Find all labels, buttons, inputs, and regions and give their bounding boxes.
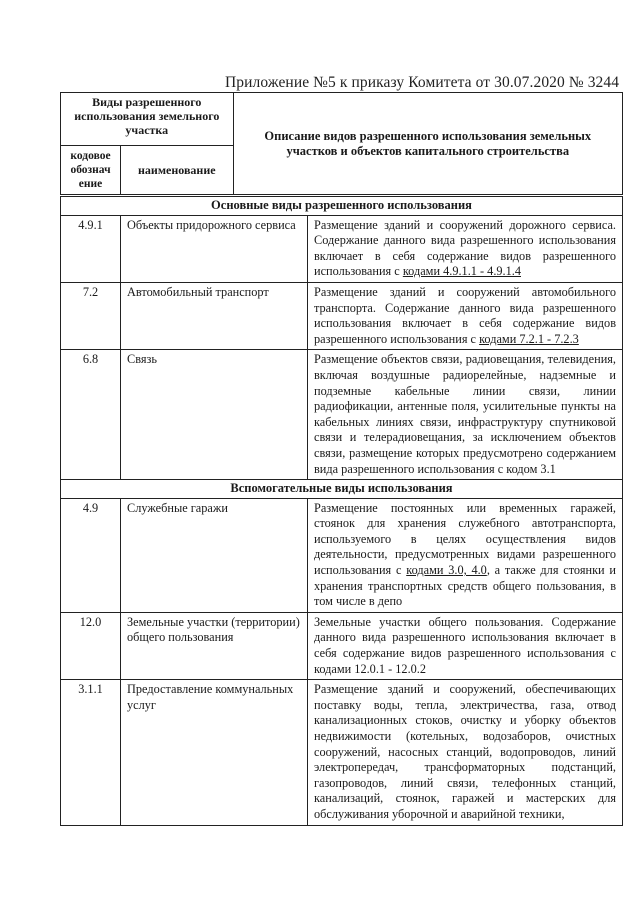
section-title: Основные виды разрешенного использования xyxy=(61,197,623,216)
description-title-cell xyxy=(233,93,622,195)
row-name: Объекты придорожного сервиса xyxy=(121,215,308,282)
table-row xyxy=(61,350,623,480)
codes-link[interactable]: кодами 3.0, 4.0 xyxy=(406,563,487,578)
row-code: 7.2 xyxy=(61,282,121,349)
row-description xyxy=(308,215,623,282)
description-text-tail: , а также для стоянки и хранения транспортных средств общего пользования, в том числе в депо xyxy=(314,563,616,609)
table-row xyxy=(61,680,623,825)
row-description xyxy=(308,498,623,612)
table-row xyxy=(61,612,623,679)
codes-link[interactable]: кодами 4.9.1.1 - 4.9.1.4 xyxy=(402,264,521,279)
header-table xyxy=(60,92,623,195)
table-row xyxy=(61,215,623,282)
row-name: Служебные гаражи xyxy=(121,498,308,612)
description-title: Описание видов разрешенного использования земельных участков и объектов капитального строительства xyxy=(264,128,592,158)
codes-link[interactable]: кодами 7.2.1 - 7.2.3 xyxy=(479,331,579,346)
name-header: наименование xyxy=(138,162,216,177)
row-code: 6.8 xyxy=(61,350,121,480)
types-title-cell xyxy=(61,93,234,146)
row-name: Предоставление коммунальных услуг xyxy=(121,680,308,825)
section-title: Вспомогательные виды использования xyxy=(61,480,623,499)
table-row xyxy=(61,282,623,349)
code-header-line: кодовое xyxy=(70,150,111,162)
row-description xyxy=(308,282,623,349)
description-text: Земельные участки общего пользования. Содержание данного вида разрешенного использования включает в себя содержание видов разрешенного использования с кодами 12.0.1 - 12.0.2 xyxy=(314,614,616,676)
uses-table xyxy=(60,196,623,826)
row-code: 4.9 xyxy=(61,498,121,612)
table-row xyxy=(61,498,623,612)
description-text: Размещение постоянных или временных гаражей, стоянок для хранения служебного автотранспорта, используемого в целях осуществления видов деятельности, предусмотренных видами разрешенного использования с xyxy=(314,500,616,578)
row-name: Автомобильный транспорт xyxy=(121,282,308,349)
code-header-line: обознач xyxy=(70,164,111,176)
row-code: 4.9.1 xyxy=(61,215,121,282)
row-description xyxy=(308,680,623,825)
description-text: Размещение зданий и сооружений автомобильного транспорта. Содержание данного вида разрешенного использования включает в себя содержание видов разрешенного использования с xyxy=(314,284,616,346)
row-description xyxy=(308,612,623,679)
code-header-cell xyxy=(61,146,121,195)
name-header-cell xyxy=(121,146,234,195)
types-title: Виды разрешенного использования земельного участка xyxy=(74,95,220,137)
row-code: 3.1.1 xyxy=(61,680,121,825)
description-text: Размещение объектов связи, радиовещания, телевидения, включая воздушные радиорелейные, надземные и подземные кабельные линии связи, линии радиофикации, антенные поля, усилительные пункты на кабельных линиях связи, инфраструктуру спутниковой связи и телерадиовещания, за исключением объектов связи, размещение которых предусмотрено содержанием вида разрешенного использования с кодом 3.1 xyxy=(314,352,616,476)
description-text: Размещение зданий и сооружений, обеспечивающих поставку воды, тепла, электричества, газа, отвод канализационных стоков, очистку и уборку объектов недвижимости (котельных, водозаборов, очистных сооружений, насосных станций, водопроводов, линий электропередач, трансформаторных подстанций, газопроводов, линий связи, телефонных станций, канализаций, стоянок, гаражей и мастерских для обслуживания уборочной и аварийной техники, xyxy=(314,682,616,821)
row-name: Связь xyxy=(121,350,308,480)
row-code: 12.0 xyxy=(61,612,121,679)
row-name: Земельные участки (территории) общего пользования xyxy=(121,612,308,679)
code-header-line: ение xyxy=(78,178,103,190)
row-description xyxy=(308,350,623,480)
description-text: Размещение зданий и сооружений дорожного сервиса. Содержание данного вида разрешенного использования включает в себя содержание видов разрешенного использования с xyxy=(314,217,616,279)
appendix-header: Приложение №5 к приказу Комитета от 30.07.2020 № 3244 xyxy=(225,74,620,91)
